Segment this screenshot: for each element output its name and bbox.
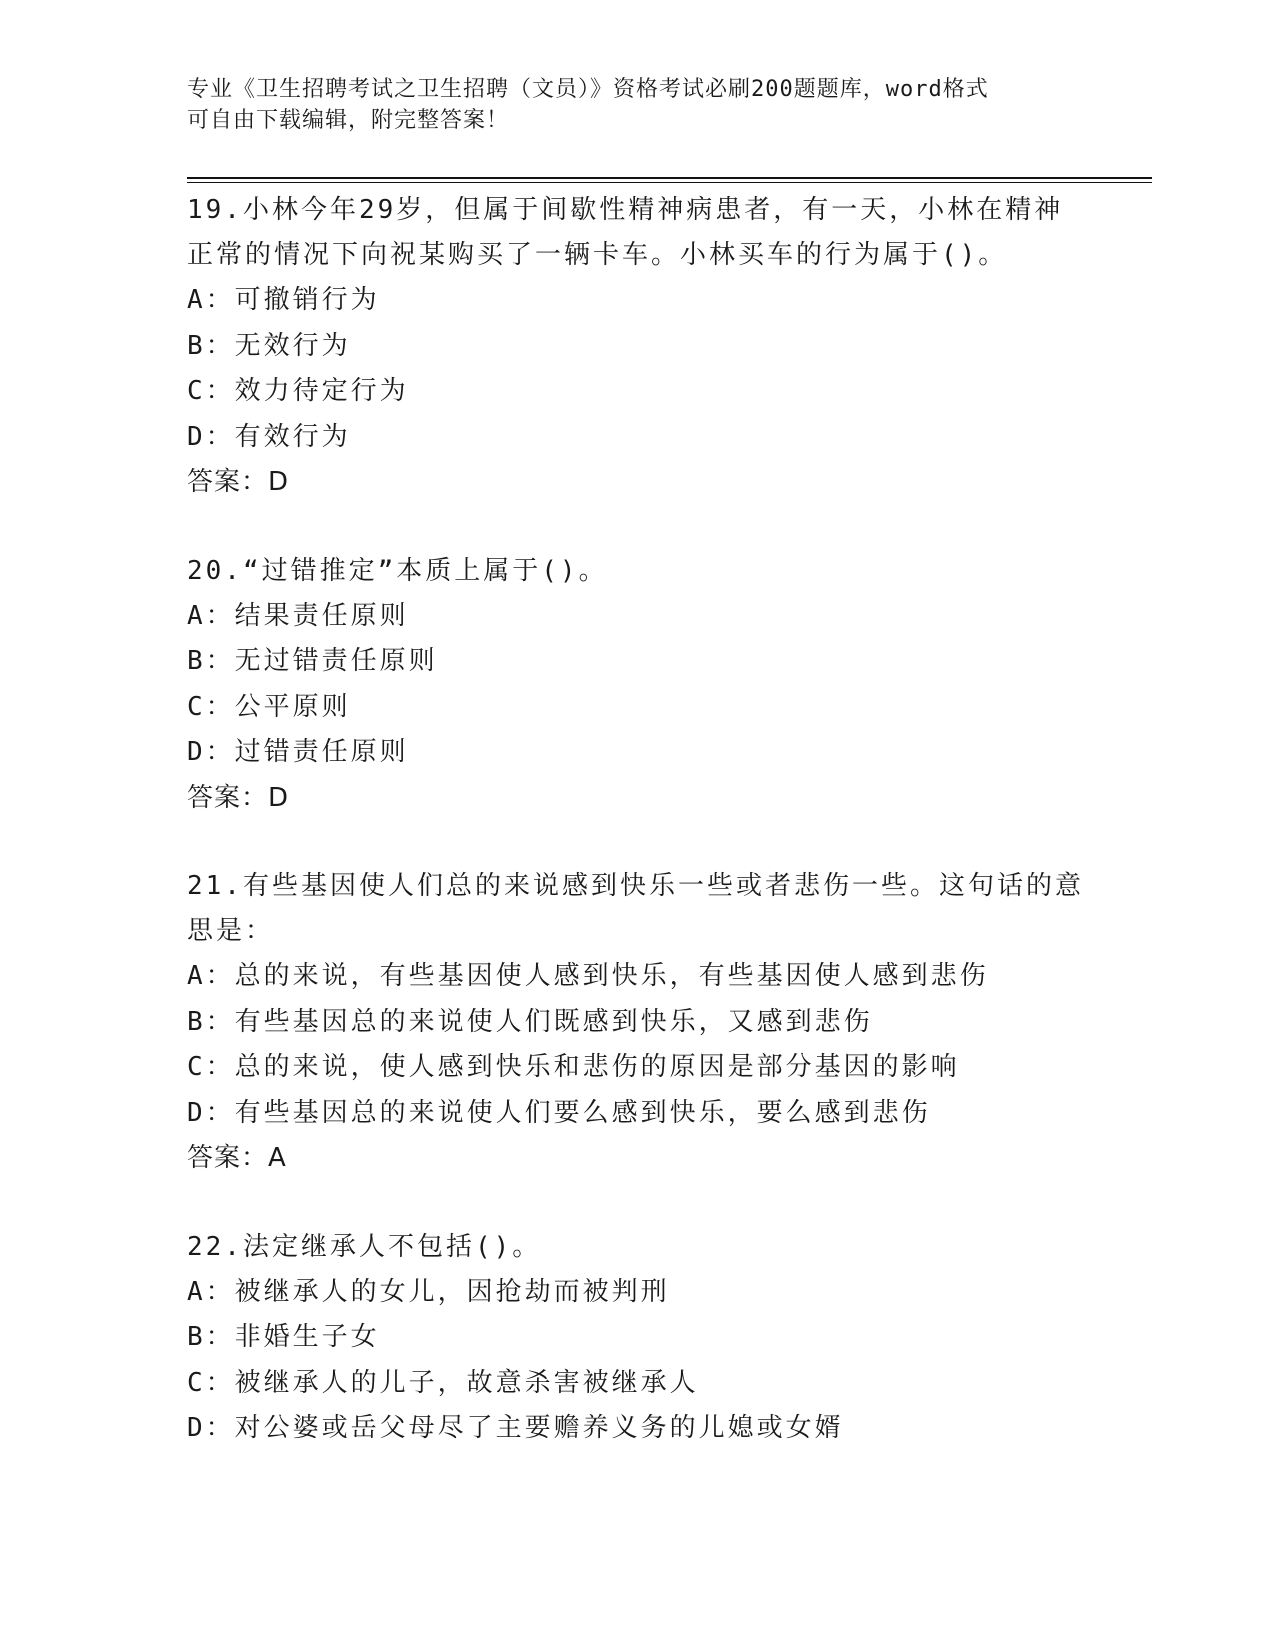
answer: 答案：D (187, 467, 290, 497)
question-stem: 21.有些基因使人们总的来说感到快乐一些或者悲伤一些。这句话的意思是： (187, 871, 1084, 946)
answer: 答案：D (187, 782, 290, 813)
document-header (187, 74, 1067, 136)
option-b: B：非婚生子女 (187, 1322, 380, 1352)
option-a: A：结果责任原则 (187, 600, 409, 631)
option-c: C：被继承人的儿子，故意杀害被继承人 (187, 1367, 699, 1398)
header-rule-thick (187, 177, 1152, 179)
question-19 (187, 188, 1087, 506)
option-c: C：总的来说，使人感到快乐和悲伤的原因是部分基因的影响 (187, 1052, 960, 1082)
option-b: B：有些基因总的来说使人们既感到快乐，又感到悲伤 (187, 1006, 873, 1037)
question-stem: 19.小林今年29岁，但属于间歇性精神病患者，有一天，小林在精神正常的情况下向祝某购买了一辆卡车。小林买车的行为属于()。 (187, 195, 1064, 270)
option-a: A：被继承人的女儿，因抢劫而被判刑 (187, 1276, 670, 1307)
question-20 (187, 549, 1087, 822)
header-line-1: 专业《卫生招聘考试之卫生招聘（文员）》资格考试必刷200题题库，word格式 (187, 77, 989, 102)
option-a: A：总的来说，有些基因使人感到快乐，有些基因使人感到悲伤 (187, 961, 989, 991)
question-stem: 22.法定继承人不包括()。 (187, 1231, 542, 1262)
question-21 (187, 864, 1087, 1182)
question-22 (187, 1225, 1087, 1452)
answer: 答案：A (187, 1143, 287, 1173)
option-d: D：过错责任原则 (187, 737, 409, 767)
option-d: D：有效行为 (187, 421, 351, 452)
option-d: D：对公婆或岳父母尽了主要赡养义务的儿媳或女婿 (187, 1413, 844, 1443)
question-stem: 20.“过错推定”本质上属于()。 (187, 555, 608, 586)
header-rule-thin (187, 182, 1152, 183)
option-b: B：无过错责任原则 (187, 646, 438, 676)
header-line-2: 可自由下载编辑，附完整答案！ (187, 108, 510, 133)
option-b: B：无效行为 (187, 330, 351, 361)
option-a: A：可撤销行为 (187, 285, 380, 315)
option-c: C：公平原则 (187, 691, 351, 722)
option-c: C：效力待定行为 (187, 376, 409, 406)
option-d: D：有些基因总的来说使人们要么感到快乐，要么感到悲伤 (187, 1097, 931, 1128)
question-list (187, 188, 1087, 1495)
